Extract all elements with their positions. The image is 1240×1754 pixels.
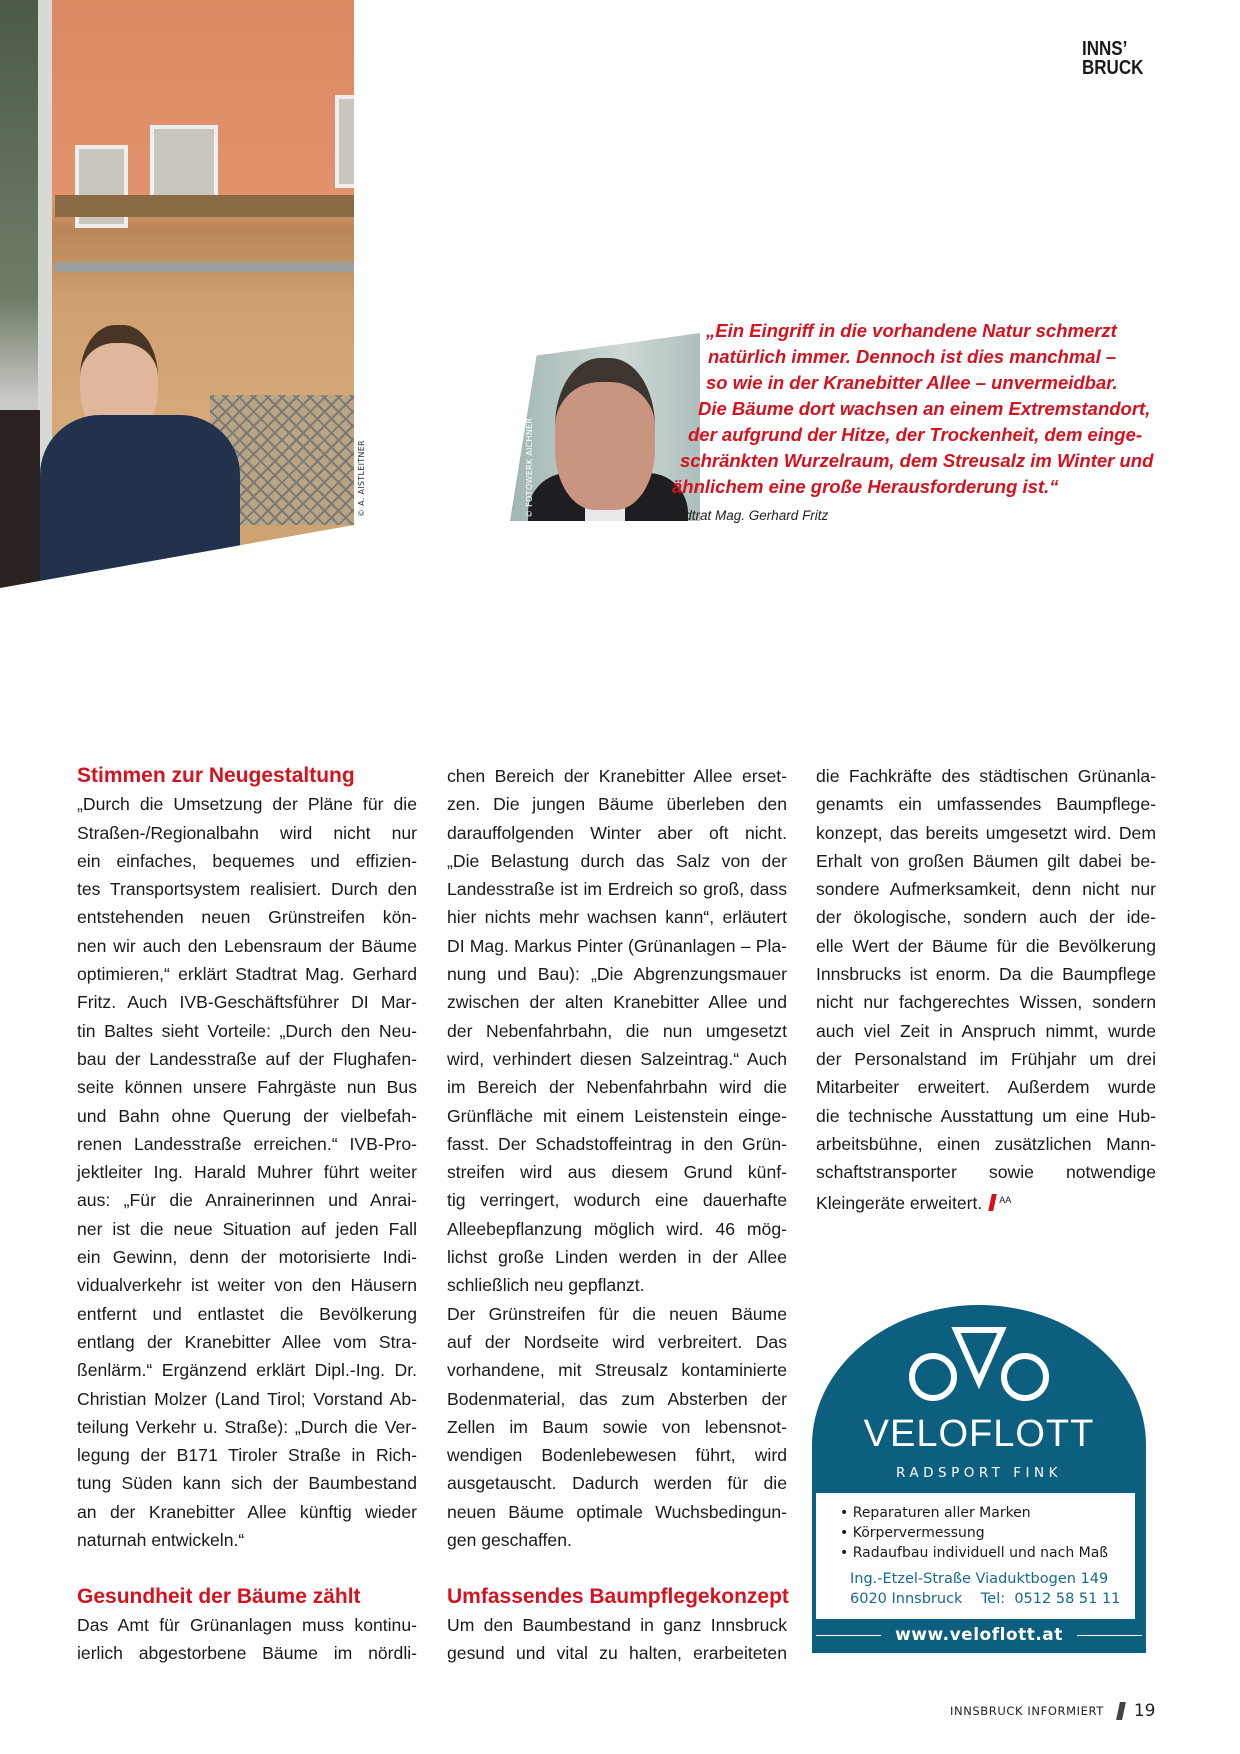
body-text-line: Erhalt von großen Bäumen gilt dabei be- bbox=[816, 850, 1156, 871]
body-text-line: „Die Belastung durch das Salz von der bbox=[447, 850, 787, 871]
ad-brand: VELOFLOTT bbox=[863, 1413, 1095, 1455]
body-text-line: nung und Bau): „Die Abgrenzungsmauer bbox=[447, 964, 787, 985]
body-text-line: Das Amt für Grünanlagen muss kontinu- bbox=[77, 1614, 417, 1635]
body-text-line: bau der Landesstraße auf der Flughafen- bbox=[77, 1048, 417, 1069]
article-column-1 bbox=[77, 762, 417, 1668]
body-text-line: Um den Baumbestand in ganz Innsbruck bbox=[447, 1614, 787, 1635]
body-text-line: die Fachkräfte des städtischen Grünanla- bbox=[816, 766, 1156, 786]
body-text-line: schließlich neu gepflanzt. bbox=[447, 1275, 645, 1296]
quote-author: Stadtrat Mag. Gerhard Fritz bbox=[664, 508, 829, 523]
body-text-line: die technische Ausstattung um eine Hub- bbox=[816, 1105, 1156, 1126]
publication-name: INNSBRUCK INFORMIERT bbox=[950, 1704, 1104, 1718]
body-text-line: und Bahn ohne Querung der vielbefah- bbox=[77, 1105, 417, 1126]
body-text-line: renen Landesstraße erreichen.“ IVB-Pro- bbox=[77, 1133, 417, 1154]
body-text-line: nen wir auch den Lebensraum der Bäume bbox=[77, 935, 417, 956]
body-text-line: ner ist die neue Situation auf jeden Fall bbox=[77, 1218, 417, 1239]
body-text-line: arbeitsbühne, einen zusätzlichen Mann- bbox=[816, 1133, 1156, 1154]
body-text-line: Alleebepflanzung möglich wird. 46 mög- bbox=[447, 1218, 787, 1239]
body-text-line: konzept, das bereits umgesetzt wird. Dem bbox=[816, 822, 1156, 843]
ad-service: • Körpervermessung bbox=[840, 1523, 1135, 1543]
body-text-line: Christian Molzer (Land Tirol; Vorstand Ab- bbox=[77, 1388, 417, 1409]
body-text-line: Landesstraße ist im Erdreich so groß, dass bbox=[447, 879, 787, 900]
portrait-credit: © FOTOWERK AICHNER bbox=[525, 417, 534, 518]
body-text-line: gen geschaffen. bbox=[447, 1530, 572, 1551]
body-text-line: ein einfaches, bequemes und effizien- bbox=[77, 850, 417, 871]
body-text-line: vorhandene, mit Streusalz kontaminierte bbox=[447, 1360, 787, 1381]
body-text-line: Bodenmaterial, das zum Absterben der bbox=[447, 1388, 787, 1409]
body-text-line: ierlich abgestorbene Bäume im nördli- bbox=[77, 1643, 417, 1664]
body-text-line: „Durch die Umsetzung der Pläne für die bbox=[77, 794, 417, 815]
ad-service: • Reparaturen aller Marken bbox=[840, 1503, 1135, 1523]
body-text-line: ein Gewinn, denn der motorisierte Indi- bbox=[77, 1247, 417, 1268]
section-heading: Umfassendes Baumpflegekonzept bbox=[447, 1584, 789, 1608]
body-text-line: der ökologische, sondern auch der ide- bbox=[816, 907, 1156, 928]
body-text-line: Grünfläche mit einem Leistenstein einge- bbox=[447, 1105, 787, 1126]
body-text-line: Fritz. Auch IVB-Geschäftsführer DI Mar- bbox=[77, 992, 417, 1013]
body-text-line: der Nebenfahrbahn, die nun umgesetzt bbox=[447, 1020, 787, 1041]
body-text-line: aus: „Für die Anrainerinnen und Anrai- bbox=[77, 1190, 417, 1211]
article-photo bbox=[0, 0, 354, 588]
body-text-line: auf der Nordseite wird verbreitert. Das bbox=[447, 1331, 787, 1352]
body-text-line: entfernt und entlastet die Bevölkerung bbox=[77, 1303, 417, 1324]
section-heading: Gesundheit der Bäume zählt bbox=[77, 1584, 361, 1608]
body-text-line: tung Süden kann sich der Baumbestand bbox=[77, 1473, 417, 1494]
body-text-line: elle Wert der Bäume für die Bevölkerung bbox=[816, 935, 1156, 956]
body-text-line: auch viel Zeit in Anspruch nimmt, wurde bbox=[816, 1020, 1156, 1041]
body-text-line: zwischen der alten Kranebitter Allee und bbox=[447, 992, 787, 1013]
ad-url-link[interactable]: www.veloflott.at bbox=[812, 1625, 1146, 1645]
body-text-line: legung der B171 Tiroler Straße in Rich- bbox=[77, 1445, 417, 1466]
body-text-line: Kleingeräte erweitert. $^{AA}$ bbox=[816, 1193, 1012, 1214]
body-text-line: gesund und vital zu halten, erarbeiteten bbox=[447, 1643, 787, 1664]
ad-service: • Radaufbau individuell und nach Maß bbox=[840, 1543, 1135, 1563]
body-text-line: schaftstransporter sowie notwendige bbox=[816, 1162, 1156, 1183]
ad-info-box bbox=[816, 1493, 1135, 1619]
body-text-line: teilung Verkehr u. Straße): „Durch die Ver- bbox=[77, 1416, 417, 1437]
body-text-line: wird, verhindert diesen Salzeintrag.“ Auch bbox=[447, 1048, 787, 1069]
article-column-2 bbox=[447, 762, 787, 1668]
body-text-line: tes Transportsystem realisiert. Durch den bbox=[77, 879, 417, 900]
body-text-line: naturnah entwickeln.“ bbox=[77, 1530, 245, 1551]
body-text-line: wendigen Bodenlebewesen führt, wird bbox=[447, 1445, 787, 1466]
body-text-line: lichst große Linden werden in der Allee bbox=[447, 1247, 787, 1268]
ad-subtitle: RADSPORT FINK bbox=[896, 1465, 1062, 1481]
body-text-line: entstehenden neuen Grünstreifen kön- bbox=[77, 907, 417, 928]
body-text-line: zen. Die jungen Bäume überleben den bbox=[447, 794, 787, 815]
body-text-line: sondere Aufmerksamkeit, denn nicht nur bbox=[816, 879, 1156, 900]
veloflott-advertisement[interactable] bbox=[812, 1305, 1146, 1653]
pull-quote: „Ein Eingriff in die vorhandene Natur schmerzt natürlich immer. Dennoch ist dies manchmal – so wie in der Kranebitter Allee – unvermeidbar. Die Bäume dort wachsen an einem Extremstandort, der aufgrund der Hitze, der Trockenheit, dem einge- schränkten Wurzelraum, dem Streusalz im Winter und ähnlichem eine große Herausforderung ist.“ bbox=[672, 320, 1154, 497]
body-text-line: Zellen im Baum sowie von lebensnot- bbox=[447, 1416, 787, 1437]
body-text-line: tin Baltes sieht Vorteile: „Durch den Neu- bbox=[77, 1020, 417, 1041]
slash-divider bbox=[1116, 1702, 1126, 1720]
page-footer bbox=[950, 1701, 1155, 1721]
body-text-line: fasst. Der Schadstoffeintrag in den Grün- bbox=[447, 1133, 787, 1154]
person bbox=[40, 325, 240, 588]
body-text-line: im Bereich der Nebenfahrbahn wird die bbox=[447, 1077, 787, 1098]
body-text-line: ausgetauscht. Dadurch werden für die bbox=[447, 1473, 787, 1494]
article-column-3 bbox=[816, 762, 1156, 1215]
author-initials: AA bbox=[999, 1195, 1012, 1206]
body-text-line: an der Kranebitter Allee künftig wieder bbox=[77, 1501, 417, 1522]
body-text-line: Straßen-/Regionalbahn wird nicht nur bbox=[77, 822, 417, 843]
body-text-line: nicht nur fachgerechtes Wissen, sondern bbox=[816, 992, 1156, 1013]
photo-credit: © A. AISTLEITNER bbox=[357, 440, 366, 517]
ad-address: Ing.-Etzel-Straße Viaduktbogen 149 6020 Innsbruck Tel: 0512 58 51 11 bbox=[850, 1571, 1121, 1607]
body-text-line: vidualverkehr ist weiter von den Häusern bbox=[77, 1275, 417, 1296]
body-text-line: ßenlärm.“ Ergänzend erklärt Dipl.-Ing. Dr. bbox=[77, 1360, 417, 1381]
body-text-line: optimieren,“ erklärt Stadtrat Mag. Gerhard bbox=[77, 964, 417, 985]
innsbruck-logo: INNS’ BRUCK bbox=[1082, 38, 1144, 79]
body-text-line: neuen Bäume optimale Wuchsbedingun- bbox=[447, 1501, 787, 1522]
body-text-line: Innsbrucks ist enorm. Da die Baumpflege bbox=[816, 964, 1156, 985]
page-number: 19 bbox=[1133, 1701, 1156, 1721]
body-text-line: tig verringert, wodurch eine dauerhafte bbox=[447, 1190, 787, 1211]
body-text-line: streifen wird aus diesem Grund künf- bbox=[447, 1162, 787, 1183]
body-text-line: entlang der Kranebitter Allee vom Stra- bbox=[77, 1331, 417, 1352]
body-text-line: jektleiter Ing. Harald Muhrer führt weiter bbox=[77, 1162, 417, 1183]
end-mark-icon bbox=[988, 1194, 997, 1211]
body-text-line: der Personalstand im Frühjahr um drei bbox=[816, 1048, 1156, 1069]
body-text-line: DI Mag. Markus Pinter (Grünanlagen – Pla- bbox=[447, 935, 787, 956]
section-heading: Stimmen zur Neugestaltung bbox=[77, 764, 355, 787]
body-text-line: chen Bereich der Kranebitter Allee erset- bbox=[447, 766, 787, 786]
bicycle-logo-icon bbox=[909, 1327, 1049, 1407]
body-text-line: Der Grünstreifen für die neuen Bäume bbox=[447, 1303, 787, 1324]
body-text-line: darauffolgenden Winter aber oft nicht. bbox=[447, 822, 787, 843]
body-text-line: Mitarbeiter erweitert. Außerdem wurde bbox=[816, 1077, 1156, 1098]
body-text-line: hier nichts mehr wachsen kann“, erläutert bbox=[447, 907, 787, 928]
body-text-line: seite können unsere Fahrgäste nun Bus bbox=[77, 1077, 417, 1098]
body-text-line: genamts ein umfassendes Baumpflege- bbox=[816, 794, 1156, 815]
